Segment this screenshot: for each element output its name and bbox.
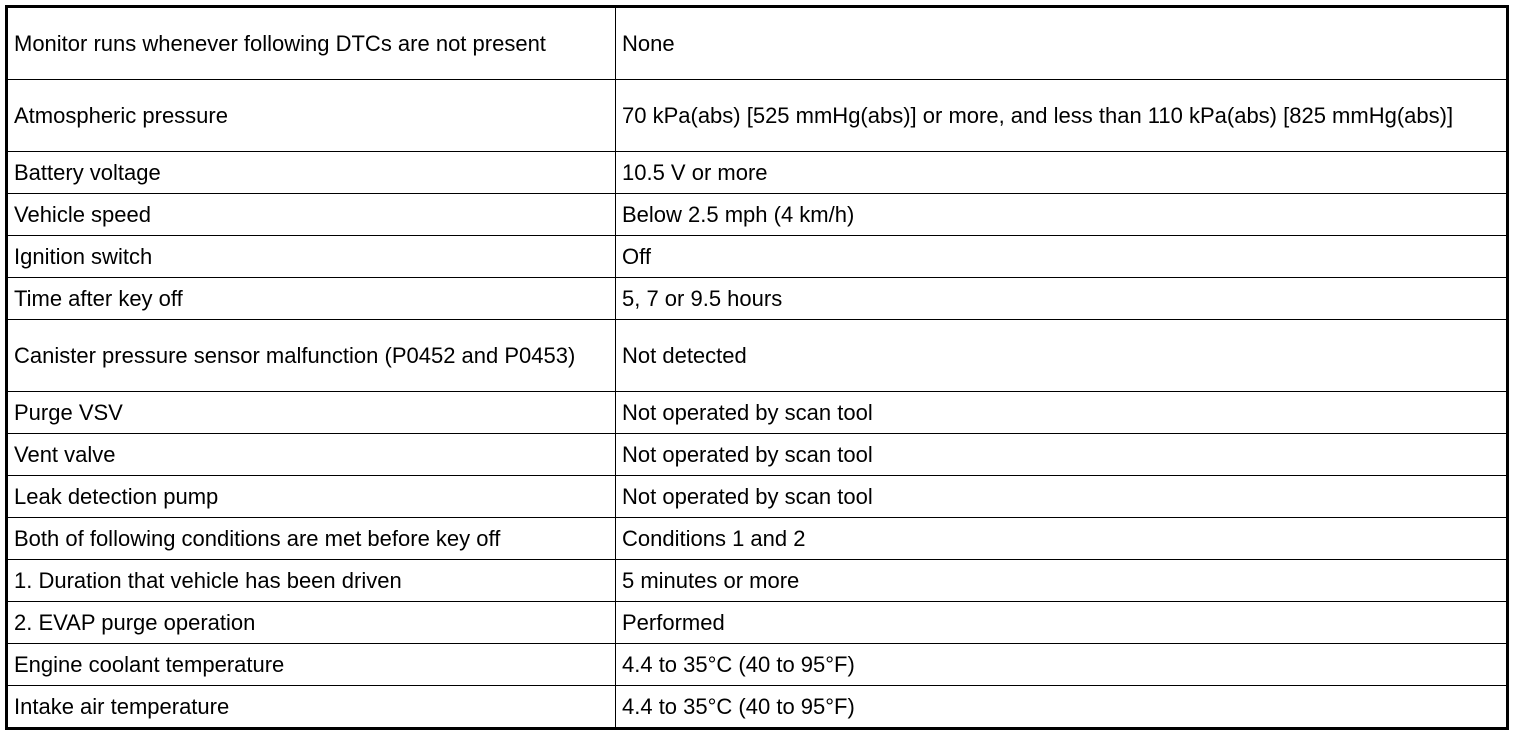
condition-spec: 4.4 to 35°C (40 to 95°F): [616, 644, 1508, 686]
condition-item: Battery voltage: [7, 152, 616, 194]
table-row: [7, 194, 1508, 236]
condition-item: Monitor runs whenever following DTCs are not present: [7, 7, 616, 80]
condition-item: Engine coolant temperature: [7, 644, 616, 686]
condition-spec: Not detected: [616, 320, 1508, 392]
table-row: [7, 476, 1508, 518]
conditions-table: [5, 5, 1509, 730]
condition-item: Time after key off: [7, 278, 616, 320]
condition-spec: None: [616, 7, 1508, 80]
table-row: [7, 320, 1508, 392]
table-row: [7, 392, 1508, 434]
table-row: [7, 236, 1508, 278]
table-row: [7, 560, 1508, 602]
condition-spec: 10.5 V or more: [616, 152, 1508, 194]
condition-item: Canister pressure sensor malfunction (P0452 and P0453): [7, 320, 616, 392]
condition-item: Atmospheric pressure: [7, 80, 616, 152]
table-row: [7, 152, 1508, 194]
table-row: [7, 686, 1508, 729]
table-row: [7, 278, 1508, 320]
table-row: [7, 602, 1508, 644]
condition-item: Purge VSV: [7, 392, 616, 434]
condition-item: Intake air temperature: [7, 686, 616, 729]
condition-spec: Not operated by scan tool: [616, 434, 1508, 476]
condition-spec: Below 2.5 mph (4 km/h): [616, 194, 1508, 236]
condition-item: 2. EVAP purge operation: [7, 602, 616, 644]
condition-spec: 5 minutes or more: [616, 560, 1508, 602]
condition-spec: Performed: [616, 602, 1508, 644]
condition-item: Leak detection pump: [7, 476, 616, 518]
conditions-table-body: [7, 7, 1508, 729]
condition-spec: Off: [616, 236, 1508, 278]
condition-item: Ignition switch: [7, 236, 616, 278]
condition-spec: Not operated by scan tool: [616, 476, 1508, 518]
table-row: [7, 644, 1508, 686]
table-row: [7, 7, 1508, 80]
condition-spec: Not operated by scan tool: [616, 392, 1508, 434]
table-row: [7, 434, 1508, 476]
condition-item: Vehicle speed: [7, 194, 616, 236]
condition-spec: 4.4 to 35°C (40 to 95°F): [616, 686, 1508, 729]
table-row: [7, 80, 1508, 152]
condition-item: Vent valve: [7, 434, 616, 476]
table-row: [7, 518, 1508, 560]
condition-spec: 5, 7 or 9.5 hours: [616, 278, 1508, 320]
condition-item: 1. Duration that vehicle has been driven: [7, 560, 616, 602]
condition-item: Both of following conditions are met before key off: [7, 518, 616, 560]
condition-spec: Conditions 1 and 2: [616, 518, 1508, 560]
condition-spec: 70 kPa(abs) [525 mmHg(abs)] or more, and less than 110 kPa(abs) [825 mmHg(abs)]: [616, 80, 1508, 152]
